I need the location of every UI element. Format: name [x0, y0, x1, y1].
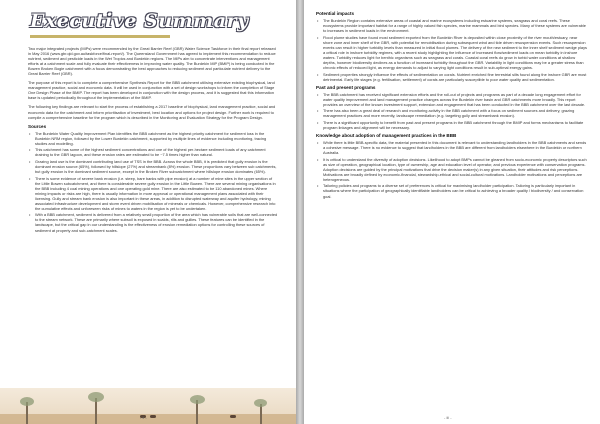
list-item: • Grazing land use is the dominant contributing land use of TSS in the BBB. Across the whole BBB, it is predicted that gully erosion is the dominant erosion source (65%), followed by hillslope (27%) and streambank (8%) erosion. These proportions vary between sub catchments, but gully erosion is the dominant sediment source, except in the Broken River subcatchment where hillslope erosion dominates (65%).: [28, 159, 278, 174]
left-page: [0, 0, 296, 424]
list-item: • It is critical to understand the diversity of adoption decisions. Likelihood to adopt BMPs cannot be gleaned from socio-economic property descriptors such as size of operation, geographical location, type of ownership, age and education level of operator, and previous experience with conservation programs. Adoption decisions are guided by the principal motivations that drive the decision maker(s) in any given situation, their attitudes and risk perceptions. Motivations are broadly defined by economic-financial, stewardship-ethical and social-cultural motivations. Landholder motivations and perceptions are heterogeneous.: [316, 157, 588, 182]
list-item: • There is a significant opportunity to benefit from past and present programs in the BBB catchment through the BMIP and forms mechanisms to facilitate program linkages and alignment will be necessary.: [316, 120, 588, 130]
left-text-column: [28, 46, 278, 234]
binding-gutter: [296, 0, 304, 424]
page-number-right: - iii -: [444, 415, 452, 420]
list-item: • The BBB catchment has received significant extension efforts and the roll-out of projects and programs as part of a decade long engagement effort for water quality improvement and land management practice changes across the Burdekin river basin and GBR catchments more broadly. This report provides an overview of the known investment support, extension and engagement that has been conducted in the BBB catchment over the last decade.: [316, 92, 588, 107]
sources-list: [28, 131, 278, 233]
intro-paragraph-2: The purpose of this report is to complete a comprehensive Synthesis Report for the BBB catchment utilising extensive existing biophysical, land management practice, social and economic data. It will be used in conjunction with a set of design workshops to inform the completion of Stage One Design Phase of the BMIP. The report has been developed in conjunction with the design process, and it is suggested that this information base is updated periodically throughout the implementation of the BMIP.: [28, 80, 275, 101]
list-item: • Tailoring policies and programs to a diverse set of preferences is critical for maximising landholder participation. Tailoring is particularly important in situations where the participation of geographically identifiable landholders can be critical to achieving a broader quality / biodiversity / and conservation goal.: [316, 183, 588, 198]
list-item: • The Burdekin Region contains extensive areas of coastal and marine ecosystems including estuarine systems, seagrass and coral reefs. These ecosystems provide important habitat for a range of highly valued fish species, marine mammals and bird species. Many of these systems are vulnerable to increases in sediment loads in the environment.: [316, 18, 588, 33]
programs-list: [316, 92, 588, 130]
title-underline: [30, 35, 170, 38]
impacts-list: [316, 18, 588, 82]
list-item: • There is some evidence of severe bank erosion (i.e. steep, bare banks with pipe erosion) at a number of mine sites in the upper section of the Little Bowen subcatchment, and there is considerable severe gully erosion in the Little Bowen. There are several mining organisations in the BBB including 4 coal mining operations and one operating gold mine. There are also estimated to be 110 abandoned mines. Where mining impacts or risks are high, there is usually information in more approval or operational management plans associated with their licensing. Gully and stream bank erosion is also important in these areas, in addition to disrupted waterway and aquifer hydrology, mining associated infrastructure development and storm event driven mobilisation of minerals or chemicals. However, comprehensive research into the cumulative effects and unforeseen risks of mines to waters in the region is yet to be undertaken.: [28, 176, 278, 211]
list-item: • This catchment has some of the highest sediment concentrations and one of the highest per-hectare sediment loads of any catchment draining to the GBR lagoon, and these erosion rates are estimated to be ~7.5 times higher than natural.: [28, 147, 278, 157]
list-item: • With a BBB catchment, sediment is delivered from a relatively small proportion of the area which has vulnerable soils that are well-connected to the stream network. These are primarily where subsoil is exposed in scalds, rills and gullies. These features can be identified in the landscape, but the critical gap in our understanding is the effectiveness of erosion remediation options for controlling these sources of sediment at property and sub-catchment scales.: [28, 212, 278, 232]
impacts-heading: Potential impacts: [316, 11, 355, 16]
right-text-column: [316, 8, 588, 200]
intro-paragraph-1: Two major integrated projects (MIPs) were recommended by the Great Barrier Reef (GBR) Water Science Taskforce in their final report released in May 2016 (www.gbr.qld.gov.au/taskforce/final-report/). The Queensland Government has agreed to implement this recommendation to reduce nutrient, sediment and pesticide loads in the Wet Tropics and Burdekin regions. The MIPs aim to concentrate interventions and management efforts at a catchment scale and fully evaluate their effectiveness in improving water quality. The Burdekin MIP (BMIP) is being conducted in the Bowen Broken Bogie catchment with a focus demonstrating the best approaches to reducing sediment and particulate nutrient delivery to the Great Barrier Reef (GBR).: [28, 46, 276, 77]
page-title: Executive Summary: [30, 10, 249, 32]
knowledge-heading: Knowledge about adoption of management practices in the BBB: [316, 132, 457, 138]
list-item: • Sediment properties strongly influence the effects of sedimentation on corals. Nutrient enriched fine terrestrial silts found along the inshore GBR are most detrimental. Early life stages (e.g. fertilisation, settlement) of corals are particularly susceptible to poor water quality and sedimentation.: [316, 72, 588, 82]
list-item: • Flood plume studies have found most sediment exported from the Burdekin River is deposited within close proximity of the river mouth/estuary, near shore zone and inner shelf of the GBR, with potential for remobilisation during subsequent wind and tide driven resuspension events. Such resuspension events can result in higher turbidity levels than measured in initial flood plumes. The delivery of the new sediment to the inner shelf sediment wedge plays a critical role in inshore turbidity regimes, with a recent study highlighting the influence of increased flow/sediment loads on mean turbidity in inshore waters. Turbidity reduces light for benthic organisms such as seagrass and corals. Coastal coral reefs do grow in turbid water conditions at shallow depths, however biodiversity declines as a function of increased turbidity throughout the GBR. Variability in light conditions may be a greater stress than chronic effects of reduced light, as energy demands to adjust to varying light conditions result in sub-optimal energy gains.: [316, 35, 588, 70]
list-item: • There has also been a great deal of research and monitoring activity in the BBB catchment with a focus on sediment sources and delivery, grazing management practices and more recently, landscape remediation (e.g. targeting gully and streambank erosion).: [316, 108, 588, 118]
right-page: [304, 0, 600, 424]
programs-heading: Past and present programs: [316, 84, 376, 90]
knowledge-list: [316, 140, 588, 199]
sources-heading: Sources: [28, 123, 47, 129]
title-block: [30, 10, 249, 38]
page-number-left: - ii -: [140, 415, 147, 420]
list-item: • While there is little BBB-specific data, the material presented in this document is relevant to understanding landholders in the BBB catchments and sends a cohesive message. There is no evidence to suggest that landholders in the BBB are different from landholders elsewhere in the Burdekin or northern Australia.: [316, 140, 588, 155]
list-item: • The Burdekin Water Quality Improvement Plan identifies the BBB catchment as the highest priority catchment for sediment loss in the Burdekin NRM region, followed by the Lower Burdekin catchment, supported by multiple lines of evidence including monitoring, tracing studies and modelling.: [28, 131, 278, 146]
landscape-illustration: [0, 388, 296, 424]
intro-paragraph-3: The following key findings are relevant to start the process of establishing a 2017 baseline of biophysical, land management practice, social and economic data for the catchment and inform prioritisation of investment, best location and options for project design. Further work is required to compile a comprehensive baseline for the program which is described in the Monitoring and Evaluation Strategy for the Program Design.: [28, 104, 276, 120]
